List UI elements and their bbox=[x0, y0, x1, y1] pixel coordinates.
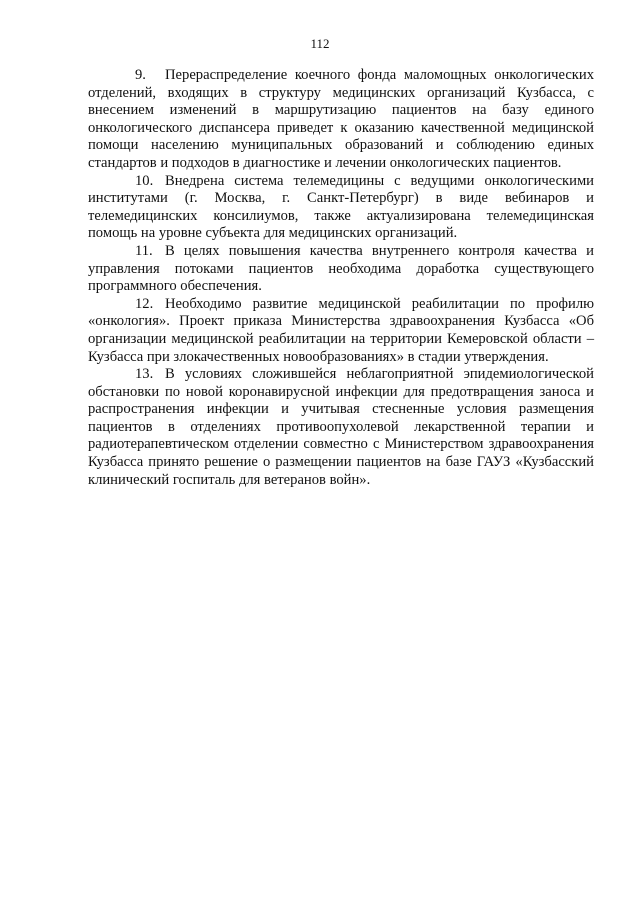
paragraph-text: Необходимо развитие медицинской реабилитации по профилю «онкология». Проект приказа Министерства здравоохранения Кузбасса «Об организации медицинской реабилитации на территории Кемеровской области – Кузбасса при злокачественных новообразованиях» в стадии утверждения. bbox=[88, 295, 594, 365]
paragraph-number: 13. bbox=[135, 366, 154, 383]
document-body bbox=[88, 67, 594, 489]
paragraph-text: Перераспределение коечного фонда маломощных онкологических отделений, входящих в структуру медицинских организаций Кузбасса, с внесением изменений в маршрутизацию пациентов на базу единого онкологического диспансера приведет к оказанию качественной медицинской помощи населению муниципальных образований и соблюдению единых стандартов и подходов в диагностике и лечении онкологических пациентов. bbox=[88, 67, 594, 171]
paragraph-9 bbox=[88, 67, 594, 173]
paragraph-11 bbox=[88, 243, 594, 296]
paragraph-text: В условиях сложившейся неблагоприятной эпидемиологической обстановки по новой коронавирусной инфекции для предотвращения заноса и распространения инфекции и учитывая стесненные условия размещения пациентов в отделениях противоопухолевой лекарственной терапии и радиотерапевтическом отделении совместно с Министерством здравоохранения Кузбасса принято решение о размещении пациентов на базе ГАУЗ «Кузбасский клинический госпиталь для ветеранов войн». bbox=[88, 366, 594, 488]
page-number: 112 bbox=[310, 36, 330, 51]
paragraph-12 bbox=[88, 296, 594, 366]
paragraph-number: 12. bbox=[135, 295, 154, 312]
paragraph-10 bbox=[88, 173, 594, 243]
paragraph-number: 11. bbox=[135, 242, 153, 259]
paragraph-number: 10. bbox=[135, 172, 154, 189]
paragraph-number: 9. bbox=[135, 67, 146, 83]
paragraph-text: Внедрена система телемедицины с ведущими онкологическими институтами (г. Москва, г. Санкт-Петербург) в виде вебинаров и телемедицинских консилиумов, также актуализирована телемедицинская помощь на уровне субъекта для медицинских организаций. bbox=[88, 172, 594, 242]
paragraph-13 bbox=[88, 366, 594, 489]
paragraph-text: В целях повышения качества внутреннего контроля качества и управления потоками пациентов необходима доработка существующего программного обеспечения. bbox=[88, 242, 594, 295]
